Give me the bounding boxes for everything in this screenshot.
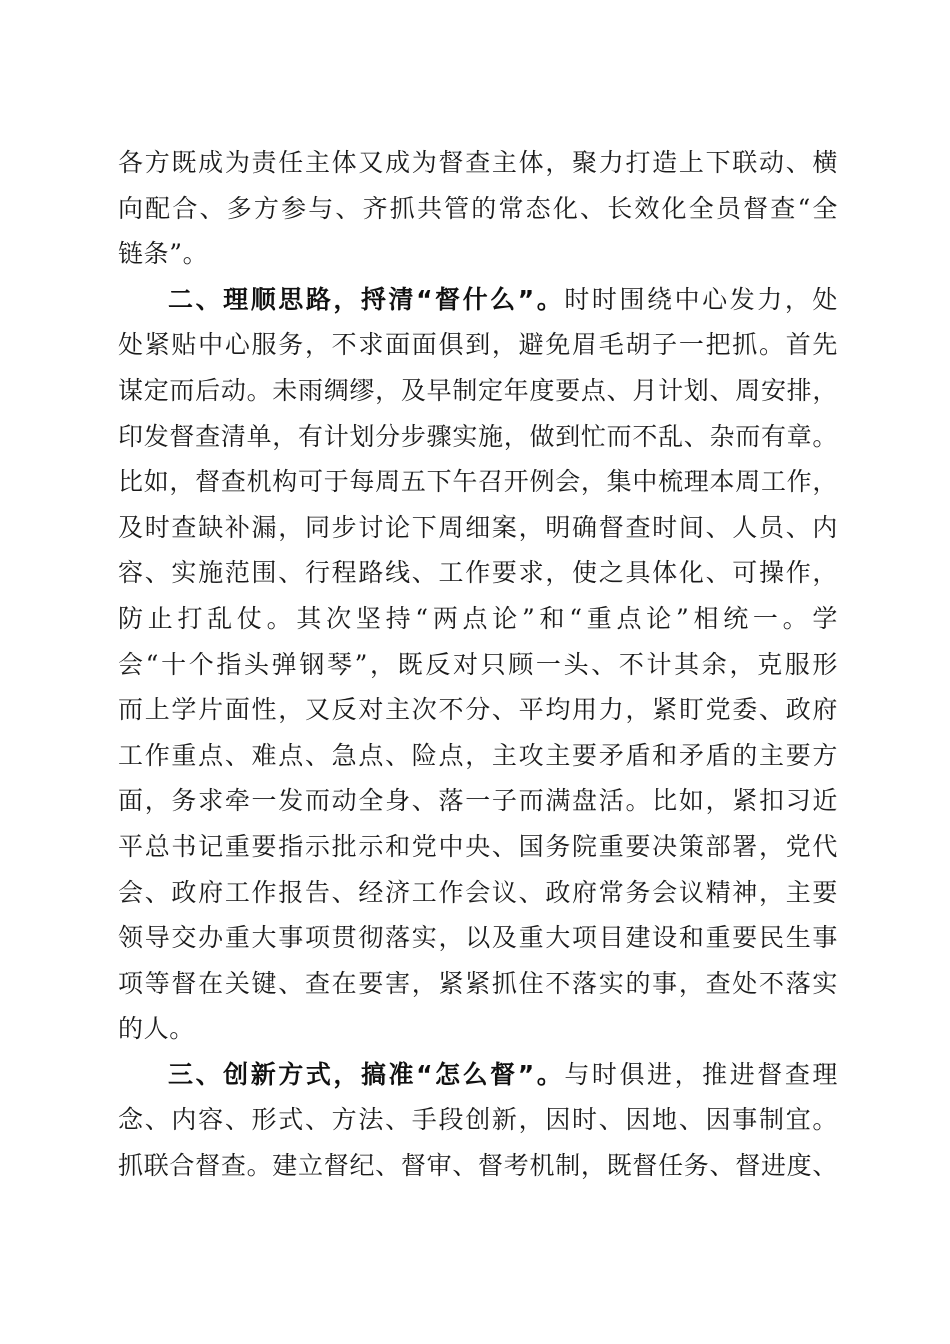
text-line: 念、内容、形式、方法、手段创新，因时、因地、因事制宜。 [118, 1105, 838, 1135]
text-line: 工作重点、难点、急点、险点，主攻主要矛盾和矛盾的主要方 [118, 740, 838, 770]
text-line: 各方既成为责任主体又成为督查主体，聚力打造上下联动、横 [118, 148, 838, 177]
text-line: 而上学片面性，又反对主次不分、平均用力，紧盯党委、政府 [118, 695, 838, 725]
section-heading-3: 三、创新方式，搞准“怎么督”。 [168, 1059, 565, 1089]
text-line: 容、实施范围、行程路线、工作要求，使之具体化、可操作， [118, 558, 838, 588]
text-line: 防止打乱仗。其次坚持“两点论”和“重点论”相统一。学 [118, 603, 838, 633]
text-line: 抓联合督查。建立督纪、督审、督考机制，既督任务、督进度、 [118, 1151, 838, 1181]
text-line [118, 1052, 838, 1098]
text-line: 向配合、多方参与、齐抓共管的常态化、长效化全员督查“全 [118, 193, 838, 223]
paragraph-2 [118, 277, 838, 1052]
text-line: 谋定而后动。未雨绸缪，及早制定年度要点、月计划、周安排， [118, 375, 838, 405]
text-line: 比如，督查机构可于每周五下午召开例会，集中梳理本周工作， [118, 467, 838, 497]
text-line: 处紧贴中心服务，不求面面俱到，避免眉毛胡子一把抓。首先 [118, 330, 838, 360]
text-fragment: 与时俱进，推进督查理 [564, 1059, 838, 1089]
text-line: 及时查缺补漏，同步讨论下周细案，明确督查时间、人员、内 [118, 512, 838, 542]
text-line: 面，务求牵一发而动全身、落一子而满盘活。比如，紧扣习近 [118, 786, 838, 816]
section-heading-2: 二、理顺思路，捋清“督什么”。 [168, 284, 565, 314]
text-line: 链条”。 [118, 239, 209, 269]
text-line: 项等督在关键、查在要害，紧紧抓住不落实的事，查处不落实 [118, 968, 838, 998]
text-line: 的人。 [118, 1014, 195, 1044]
text-line: 平总书记重要指示批示和党中央、国务院重要决策部署，党代 [118, 831, 838, 861]
document-body [118, 140, 838, 1189]
paragraph-3 [118, 1052, 838, 1189]
text-line: 会“十个指头弹钢琴”，既反对只顾一头、不计其余，克服形 [118, 649, 838, 679]
text-line [118, 277, 838, 323]
text-line: 会、政府工作报告、经济工作会议、政府常务会议精神，主要 [118, 877, 838, 907]
text-fragment: 时时围绕中心发力，处 [564, 284, 838, 314]
paragraph-1 [118, 140, 838, 277]
text-line: 领导交办重大事项贯彻落实，以及重大项目建设和重要民生事 [118, 923, 838, 953]
text-line: 印发督查清单，有计划分步骤实施，做到忙而不乱、杂而有章。 [118, 421, 838, 451]
